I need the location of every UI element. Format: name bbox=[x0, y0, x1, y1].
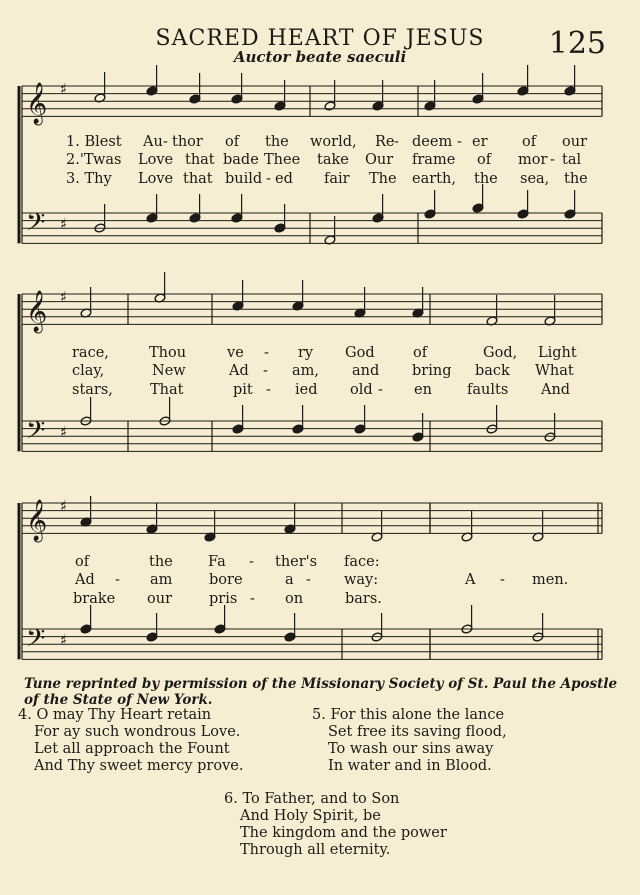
stanza-line: And Holy Spirit, be bbox=[240, 808, 381, 824]
lyric-syllable: fair bbox=[324, 171, 350, 187]
lyric-syllable: - bbox=[378, 382, 383, 398]
lyric-syllable: er bbox=[472, 134, 488, 150]
lyric-syllable: a bbox=[285, 572, 294, 588]
lyric-syllable: ied bbox=[295, 382, 318, 398]
lyric-syllable: that bbox=[183, 171, 213, 187]
lyric-syllable: the bbox=[564, 171, 588, 187]
lyric-syllable: ve bbox=[227, 345, 244, 361]
lyric-syllable: am, bbox=[292, 363, 320, 379]
lyric-syllable: faults bbox=[467, 382, 509, 398]
lyric-syllable: - bbox=[115, 572, 120, 588]
lyric-syllable: ry bbox=[298, 345, 314, 361]
lyric-syllable: thor bbox=[172, 134, 203, 150]
lyric-syllable: pit bbox=[233, 382, 253, 398]
bass-clef-icon: 𝄢 bbox=[26, 416, 46, 451]
tune-credit: Tune reprinted by permission of the Missionary Society of St. Paul the Apostle of the State of New York. bbox=[24, 676, 618, 708]
lyric-syllable: tal bbox=[562, 152, 582, 168]
lyric-syllable: deem bbox=[412, 134, 453, 150]
stanza-line: The kingdom and the power bbox=[240, 825, 447, 841]
lyric-syllable: 2.'Twas bbox=[66, 152, 122, 168]
treble-clef-icon: 𝄞 bbox=[26, 291, 48, 332]
lyric-syllable: Thee bbox=[264, 152, 301, 168]
lyric-syllable: bars. bbox=[345, 591, 382, 607]
lyric-syllable: face: bbox=[344, 554, 380, 570]
lyric-syllable: Au bbox=[143, 134, 163, 150]
lyric-syllable: take bbox=[317, 152, 349, 168]
page-number: 125 bbox=[548, 26, 606, 61]
lyric-syllable: bring bbox=[412, 363, 452, 379]
lyric-syllable: back bbox=[475, 363, 510, 379]
sharp-icon: ♯ bbox=[60, 288, 68, 306]
sharp-icon: ♯ bbox=[60, 423, 68, 441]
lyric-syllable: Ad bbox=[75, 572, 95, 588]
lyric-syllable: God bbox=[345, 345, 375, 361]
stanza-line: 6. To Father, and to Son bbox=[224, 791, 400, 807]
lyric-syllable: men. bbox=[532, 572, 569, 588]
lyric-syllable: brake bbox=[73, 591, 116, 607]
stanza-line: For ay such wondrous Love. bbox=[34, 724, 241, 740]
bass-clef-icon: 𝄢 bbox=[26, 208, 46, 243]
lyric-syllable: - bbox=[266, 382, 271, 398]
stanza-line: Through all eternity. bbox=[240, 842, 391, 858]
lyric-syllable: A bbox=[465, 572, 476, 588]
lyric-syllable: of bbox=[413, 345, 428, 361]
stanza-line: 4. O may Thy Heart retain bbox=[18, 707, 212, 723]
treble-clef-icon: 𝄞 bbox=[26, 500, 48, 541]
lyric-syllable: old bbox=[350, 382, 373, 398]
lyric-syllable: frame bbox=[412, 152, 456, 168]
lyric-syllable: the bbox=[265, 134, 289, 150]
lyric-syllable: our bbox=[562, 134, 587, 150]
lyric-syllable: 3. Thy bbox=[66, 171, 112, 187]
lyric-syllable: way: bbox=[344, 572, 379, 588]
lyric-syllable: God, bbox=[483, 345, 518, 361]
lyric-syllable: stars, bbox=[72, 382, 113, 398]
lyric-syllable: What bbox=[535, 363, 574, 379]
lyric-syllable: build bbox=[225, 171, 263, 187]
lyric-syllable: Thou bbox=[149, 345, 187, 361]
lyric-syllable: en bbox=[414, 382, 432, 398]
lyric-syllable: of bbox=[225, 134, 240, 150]
hymn-subtitle: Auctor beate saeculi bbox=[233, 48, 407, 66]
lyric-syllable: bade bbox=[223, 152, 259, 168]
lyric-syllable: earth, bbox=[412, 171, 456, 187]
sharp-icon: ♯ bbox=[60, 215, 68, 233]
hymn-title: SACRED HEART OF JESUS bbox=[155, 26, 485, 51]
lyric-syllable: clay, bbox=[72, 363, 105, 379]
lyric-syllable: - bbox=[550, 152, 555, 168]
lyric-syllable: on bbox=[285, 591, 304, 607]
lyric-syllable: - bbox=[306, 572, 311, 588]
lyric-syllable: New bbox=[152, 363, 186, 379]
lyric-syllable: pris bbox=[209, 591, 238, 607]
lyric-syllable: of bbox=[75, 554, 90, 570]
lyric-syllable: of bbox=[477, 152, 492, 168]
lyric-syllable: bore bbox=[209, 572, 243, 588]
lyric-syllable: world, bbox=[310, 134, 357, 150]
stanza-6 bbox=[224, 791, 447, 859]
lyric-syllable: - bbox=[263, 363, 268, 379]
lyric-syllable: 1. Blest bbox=[66, 134, 122, 150]
lyric-syllable: the bbox=[474, 171, 498, 187]
treble-clef-icon: 𝄞 bbox=[26, 83, 48, 124]
lyric-syllable: am bbox=[150, 572, 173, 588]
sharp-icon: ♯ bbox=[60, 497, 68, 515]
lyric-syllable: And bbox=[541, 382, 571, 398]
lyric-syllable: that bbox=[185, 152, 215, 168]
lyric-syllable: That bbox=[150, 382, 184, 398]
lyric-syllable: - bbox=[394, 134, 399, 150]
lyric-syllable: the bbox=[149, 554, 173, 570]
lyric-syllable: Love bbox=[138, 152, 174, 168]
lyric-syllable: - bbox=[266, 171, 271, 187]
lyric-syllable: sea, bbox=[520, 171, 550, 187]
lyric-syllable: The bbox=[369, 171, 397, 187]
lyric-syllable: - bbox=[500, 572, 505, 588]
stanza-4 bbox=[18, 707, 243, 775]
lyric-syllable: ed bbox=[275, 171, 293, 187]
lyric-syllable: Ad bbox=[229, 363, 249, 379]
lyric-syllable: - bbox=[264, 345, 269, 361]
lyric-syllable: and bbox=[352, 363, 380, 379]
stanza-line: Let all approach the Fount bbox=[34, 741, 230, 757]
lyric-syllable: - bbox=[250, 591, 255, 607]
lyric-syllable: - bbox=[457, 134, 462, 150]
lyric-syllable: Our bbox=[365, 152, 394, 168]
stanza-line: In water and in Blood. bbox=[328, 758, 492, 774]
lyric-syllable: our bbox=[147, 591, 172, 607]
sharp-icon: ♯ bbox=[60, 80, 68, 98]
lyric-syllable: - bbox=[163, 134, 168, 150]
lyric-syllable: race, bbox=[72, 345, 109, 361]
lyric-syllable: Light bbox=[538, 345, 577, 361]
lyric-syllable: - bbox=[249, 554, 254, 570]
stanza-line: 5. For this alone the lance bbox=[312, 707, 505, 723]
lyric-syllable: Fa bbox=[208, 554, 226, 570]
lyric-syllable: mor bbox=[518, 152, 548, 168]
sharp-icon: ♯ bbox=[60, 631, 68, 649]
stanza-line: To wash our sins away bbox=[328, 741, 494, 757]
lyric-syllable: ther's bbox=[275, 554, 318, 570]
stanza-5 bbox=[312, 707, 507, 775]
bass-clef-icon: 𝄢 bbox=[26, 624, 46, 659]
lyric-syllable: of bbox=[522, 134, 537, 150]
stanza-line: And Thy sweet mercy prove. bbox=[34, 758, 244, 774]
lyric-syllable: Re bbox=[375, 134, 395, 150]
stanza-line: Set free its saving flood, bbox=[328, 724, 507, 740]
lyric-syllable: Love bbox=[138, 171, 174, 187]
